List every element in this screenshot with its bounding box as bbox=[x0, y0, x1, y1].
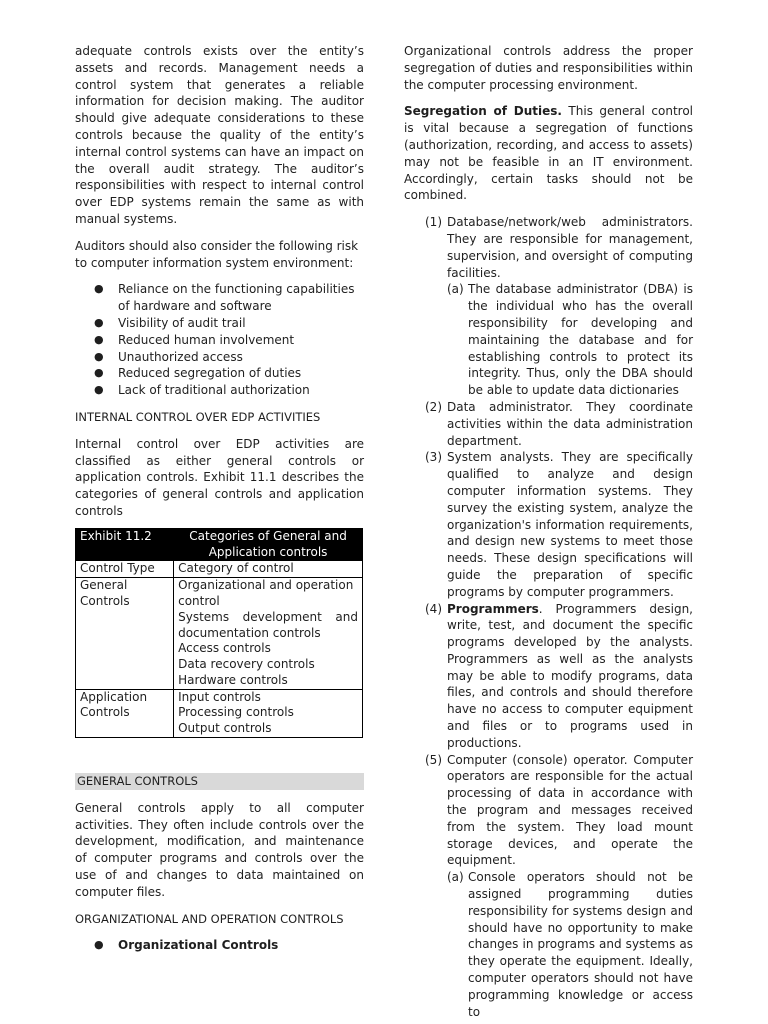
section-heading-internal-control: INTERNAL CONTROL OVER EDP ACTIVITIES bbox=[75, 409, 321, 424]
bullet-icon: ● bbox=[94, 383, 104, 397]
list-item: ● Unauthorized access bbox=[94, 349, 243, 364]
intro-paragraph: adequate controls exists over the entity’s assets and records. Management needs a control system that generates a reliable information for decision making. The auditor should give adequate considerations to these controls because the quality of the entity’s internal control systems can have an impact on the overall audit strategy. The auditor’s responsibilities with respect to internal control over EDP systems remain the same as with manual systems. bbox=[75, 44, 364, 226]
classification-paragraph: Internal control over EDP activities are classified as either general controls or application controls. Exhibit 11.1 describes the categories of general controls and application controls bbox=[75, 436, 364, 518]
exhibit-table bbox=[75, 528, 363, 738]
exhibit-label: Exhibit 11.2 bbox=[76, 528, 174, 561]
bullet-icon: ● bbox=[94, 315, 104, 329]
table-row bbox=[76, 689, 363, 737]
left-column bbox=[75, 43, 364, 964]
list-item: ● Organizational Controls bbox=[94, 938, 279, 953]
list-item: (1) Database/network/web administrators. They are responsible for management, supervision, and oversight of computing facilities. (a) The database administrator (DBA) is the individual who has the overall responsibility for developing and maintaining the database and for establishing controls to protect its integrity. Thus, only the DBA should be able to update data dictionaries bbox=[425, 215, 693, 398]
column-header-control-type: Control Type bbox=[76, 561, 174, 578]
bullet-icon: ● bbox=[94, 366, 104, 380]
table-row bbox=[76, 578, 363, 690]
org-list bbox=[75, 937, 364, 954]
list-item: ● Reliance on the functioning capabilities of hardware and software bbox=[94, 282, 355, 314]
list-item: ● Visibility of audit trail bbox=[94, 315, 246, 330]
column-header-category: Category of control bbox=[174, 561, 363, 578]
application-categories-cell: Input controls Processing controls Output controls bbox=[174, 689, 363, 737]
segregation-paragraph: Segregation of Duties. This general control is vital because a segregation of functions (authorization, recording, and access to assets) may not be feasible in an IT environment. Accordingly, certain tasks should not be combined. bbox=[404, 104, 694, 203]
bullet-icon: ● bbox=[94, 282, 104, 296]
list-item: (4) Programmers. Programmers design, write, test, and document the specific programs developed by the analysts. Programmers as well as the analysts may be able to modify programs, data files, and controls and should therefore have no access to computer equipment and files or to programs used in productions. bbox=[425, 601, 693, 750]
control-type-application: Application Controls bbox=[76, 689, 174, 737]
control-type-general: General Controls bbox=[76, 578, 174, 690]
duties-list bbox=[404, 214, 693, 1020]
list-item: (2) Data administrator. They coordinate activities within the data administration department. bbox=[425, 399, 693, 448]
bullet-icon: ● bbox=[94, 938, 104, 952]
list-item: ● Reduced segregation of duties bbox=[94, 366, 302, 381]
bullet-icon: ● bbox=[94, 349, 104, 363]
list-item: ● Reduced human involvement bbox=[94, 332, 295, 347]
section-heading-org-operation: ORGANIZATIONAL AND OPERATION CONTROLS bbox=[75, 911, 344, 926]
general-controls-paragraph: General controls apply to all computer activities. They often include controls over the development, modification, and maintenance of computer programs and controls over the use of and changes to data maintained on computer files. bbox=[75, 800, 364, 899]
list-item: (a) The database administrator (DBA) is the individual who has the overall responsibility for developing and maintaining the database and for establishing controls to protect its integrity. Thus, only the DBA should be able to update data dictionaries bbox=[447, 282, 693, 398]
list-item: (3) System analysts. They are specifically qualified to analyze and design computer information systems. They survey the existing system, analyze the organization's information requirements, and design new systems to meet those needs. These design specifications will guide the preparation of specific programs by computer programmers. bbox=[425, 450, 693, 599]
segregation-title: Segregation of Duties. bbox=[404, 104, 562, 119]
org-controls-paragraph: Organizational controls address the proper segregation of duties and responsibilities within the computer processing environment. bbox=[404, 44, 693, 92]
general-categories-cell: Organizational and operation control Systems development and documentation controls Access controls Data recovery controls Hardware controls bbox=[174, 578, 363, 690]
list-item: (5) Computer (console) operator. Computer operators are responsible for the actual processing of data in accordance with the program and messages received from the system. They load mount storage devices, and operate the equipment. (a) Console operators should not be assigned programming duties responsibility for systems design and should have no opportunity to make changes in programs and systems as they operate the equipment. Ideally, computer operators should not have programming knowledge or access to bbox=[425, 752, 693, 1019]
bullet-icon: ● bbox=[94, 332, 104, 346]
right-column bbox=[404, 43, 693, 1020]
section-heading-general-controls: GENERAL CONTROLS bbox=[75, 773, 364, 790]
risk-list bbox=[75, 281, 364, 399]
risk-intro-paragraph: Auditors should also consider the following risk to computer information system environment: bbox=[75, 238, 359, 270]
exhibit-title: Categories of General and Application controls bbox=[174, 528, 363, 561]
list-item: ● Lack of traditional authorization bbox=[94, 383, 310, 398]
list-item: (a) Console operators should not be assigned programming duties responsibility for systems design and should have no opportunity to make changes in programs and systems as they operate the equipment. Ideally, computer operators should not have programming knowledge or access to bbox=[447, 870, 693, 1019]
